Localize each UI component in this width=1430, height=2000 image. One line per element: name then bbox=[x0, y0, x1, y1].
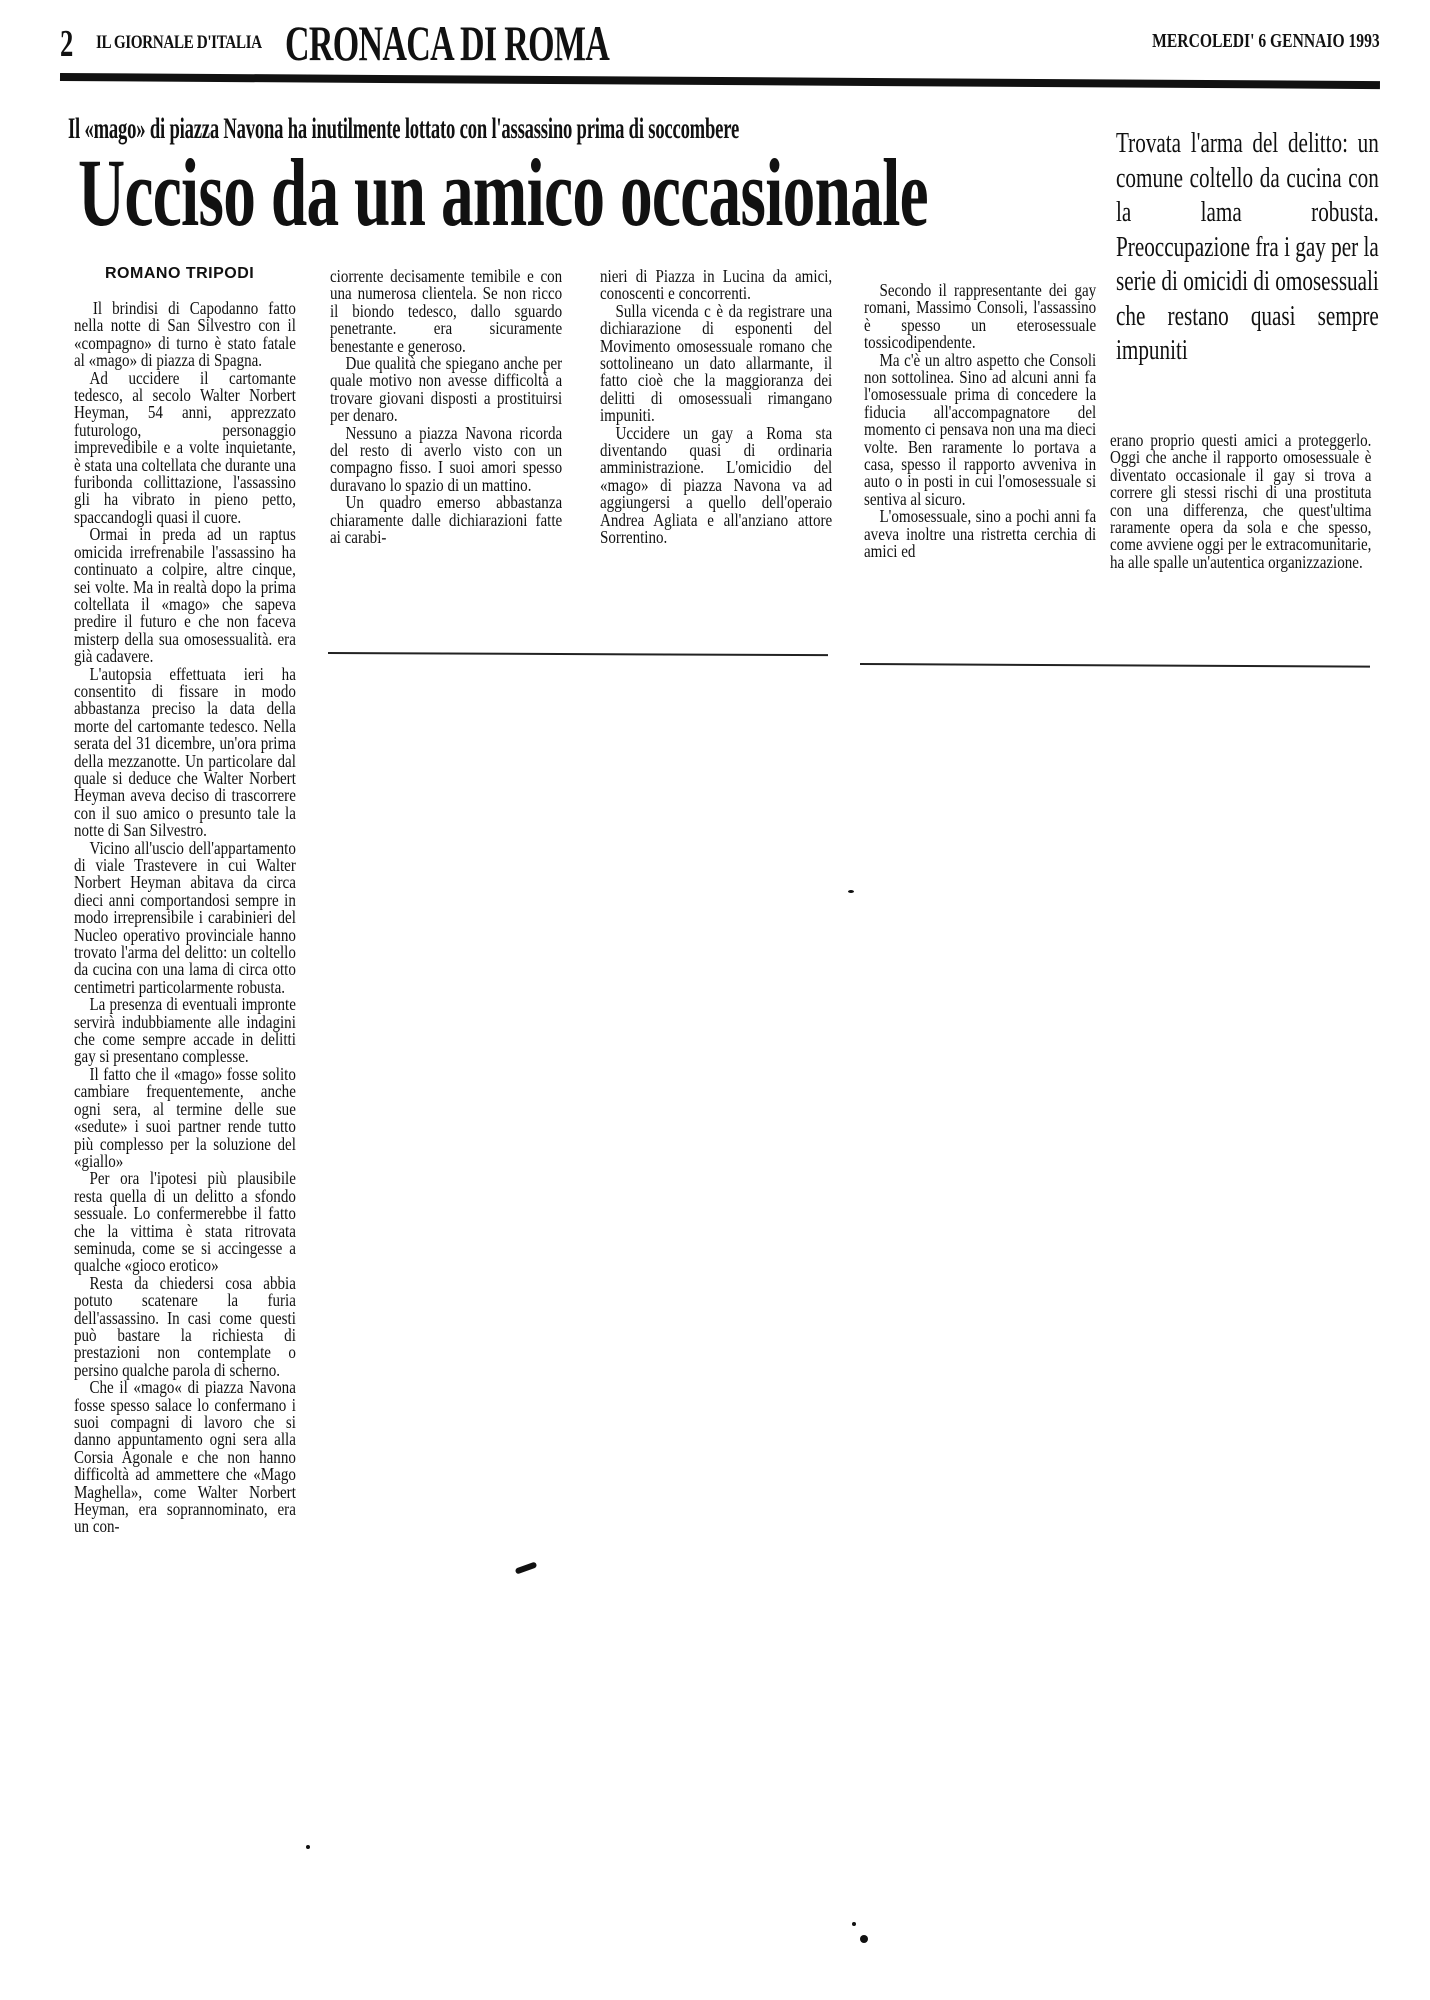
paragraph: Vicino all'uscio dell'appartamento di viale Trastevere in cui Walter Norbert Heyman abitava da circa dieci anni comportandosi sempre in modo irreprensibile i carabinieri del Nucleo operativo provinciale hanno trovato l'arma del delitto: un coltello da cucina con una lama di circa otto centimetri particolarmente robusta. bbox=[74, 837, 296, 997]
article-column-1 bbox=[74, 300, 296, 1536]
paragraph: L'autopsia effettuata ieri ha consentito di fissare in modo abbastanza preciso la data della morte del cartomante tedesco. Nella serata del 31 dicembre, un'ora prima della mezzanotte. Un particolare dal quale si deduce che Walter Norbert Heyman aveva deciso di trascorrere con il suo amico o presunto tale la notte di San Silvestro. bbox=[74, 663, 296, 841]
paragraph: Ma c'è un altro aspetto che Consoli non sottolinea. Sino ad alcuni anni fa l'omosessuale prima di concedere la fiducia all'accompagnatore del momento ci pensava non una ma dieci volte. Ben raramente lo portava a casa, spesso il rapporto avveniva in auto o in posti in cui l'omosessuale si sentiva al sicuro. bbox=[864, 349, 1097, 509]
paragraph: nieri di Piazza in Lucina da amici, conoscenti e concorrenti. bbox=[600, 266, 833, 304]
paragraph: ciorrente decisamente temibile e con una numerosa clientela. Se non ricco il biondo tedesco, dallo sguardo penetrante. era sicuramente benestante e generoso. bbox=[330, 266, 563, 356]
column-divider-rule bbox=[328, 652, 828, 656]
section-title: CRONACA DI ROMA bbox=[285, 15, 610, 71]
paragraph: Il brindisi di Capodanno fatto nella notte di San Silvestro con il «compagno» di turno è stato fatale al «mago» di piazza di Spagna. bbox=[74, 298, 296, 371]
masthead-rule bbox=[60, 73, 1380, 89]
paragraph: Ormai in preda ad un raptus omicida irrefrenabile l'assassino ha continuato a colpire, altre cinque, sei volte. Ma in realtà dopo la prima coltellata il «mago» che sapeva predire il futuro e che non faceva misterp della sua omosessualità. era già cadavere. bbox=[74, 524, 296, 667]
page-number: 2 bbox=[60, 23, 74, 65]
article-headline: Ucciso da un amico occasionale bbox=[78, 139, 928, 246]
paragraph: Uccidere un gay a Roma sta diventando quasi di ordinaria amministrazione. L'omicidio del «mago» di piazza Navona va ad aggiungersi a quello dell'operaio Andrea Agliata e all'anziano attore Sorrentino. bbox=[600, 422, 833, 548]
article-deck bbox=[1116, 126, 1378, 368]
paragraph: Nessuno a piazza Navona ricorda del resto di averlo visto con un compagno fisso. I suoi amori spesso duravano lo spazio di un mattino. bbox=[330, 422, 563, 495]
paragraph: Un quadro emerso abbastanza chiaramente dalle dichiarazioni fatte ai carabi- bbox=[330, 492, 563, 548]
byline: ROMANO TRIPODI bbox=[105, 265, 255, 282]
article-column-5 bbox=[1110, 432, 1372, 571]
paragraph: Per ora l'ipotesi più plausibile resta quella di un delitto a sfondo sessuale. Lo confermerebbe il fatto che la vittima è stata ritrovata seminuda, come se si accingesse a qualche «gioco erotico» bbox=[74, 1168, 296, 1276]
paragraph: Secondo il rappresentante dei gay romani, Massimo Consoli, l'assassino è spesso un eterosessuale tossicodipendente. bbox=[864, 280, 1097, 353]
article-kicker: Il «mago» di piazza Navona ha inutilmente lottato con l'assassino prima di soccombere bbox=[68, 112, 740, 145]
paragraph: Resta da chiedersi cosa abbia potuto scatenare la furia dell'assassino. In casi come questi può bastare la richiesta di prestazioni non contemplate o persino qualche parola di scherno. bbox=[74, 1272, 296, 1380]
paragraph: L'omosessuale, sino a pochi anni fa aveva inoltre una ristretta cerchia di amici ed bbox=[864, 506, 1097, 562]
newspaper-name: IL GIORNALE D'ITALIA bbox=[96, 32, 262, 53]
paragraph: Ad uccidere il cartomante tedesco, al secolo Walter Norbert Heyman, 54 anni, apprezzato futurologo, personaggio imprevedibile e a volte inquietante, è stata una coltellata che durante una furibonda collittazione, l'assassino gli ha vibrato in pieno petto, spaccandogli quasi il cuore. bbox=[74, 367, 296, 527]
issue-date: MERCOLEDI' 6 GENNAIO 1993 bbox=[1152, 30, 1380, 52]
paragraph: Che il «mago« di piazza Navona fosse spesso salace lo confermano i suoi compagni di lavoro che si danno appuntamento ogni sera alla Corsia Agonale e che non hanno difficoltà ad ammettere che «Mago Maghella», come Walter Norbert Heyman, era soprannominato, era un con- bbox=[74, 1377, 296, 1537]
masthead bbox=[60, 15, 1380, 71]
article-column-2 bbox=[330, 268, 562, 547]
paragraph: La presenza di eventuali impronte servirà indubbiamente alle indagini che come sempre accade in delitti gay si presentano complesse. bbox=[74, 994, 296, 1067]
article-column-4 bbox=[864, 282, 1096, 561]
paragraph: Sulla vicenda c è da registrare una dichiarazione di esponenti del Movimento omosessuale romano che sottolineano un dato allarmante, il fatto cioè che la maggioranza dei delitti di omosessuali rimangano impuniti. bbox=[600, 300, 833, 426]
paragraph: Il fatto che il «mago» fosse solito cambiare frequentemente, anche ogni sera, al termine delle sue «sedute» i suoi partner rende tutto più complesso per la soluzione del «giallo» bbox=[74, 1063, 296, 1171]
column-divider-rule bbox=[860, 663, 1370, 668]
deck-text: Trovata l'arma del delitto: un comune coltello da cucina con la lama robusta. Preoccupazione fra i gay per la serie di omicidi di omosessuali che restano quasi sempre impuniti bbox=[1116, 127, 1379, 366]
article-column-3 bbox=[600, 268, 832, 547]
paragraph: erano proprio questi amici a proteggerlo. Oggi che anche il rapporto omosessuale è diventato occasionale il gay si trova a correre gli stessi rischi di una prostituta con una differenza, che quest'ultima raramente opera da sola e che spesso, come avviene oggi per le extracomunitarie, ha alle spalle un'autentica organizzazione. bbox=[1110, 430, 1372, 572]
paragraph: Due qualità che spiegano anche per quale motivo non avesse difficoltà a trovare giovani disposti a prostituirsi per denaro. bbox=[330, 353, 563, 426]
